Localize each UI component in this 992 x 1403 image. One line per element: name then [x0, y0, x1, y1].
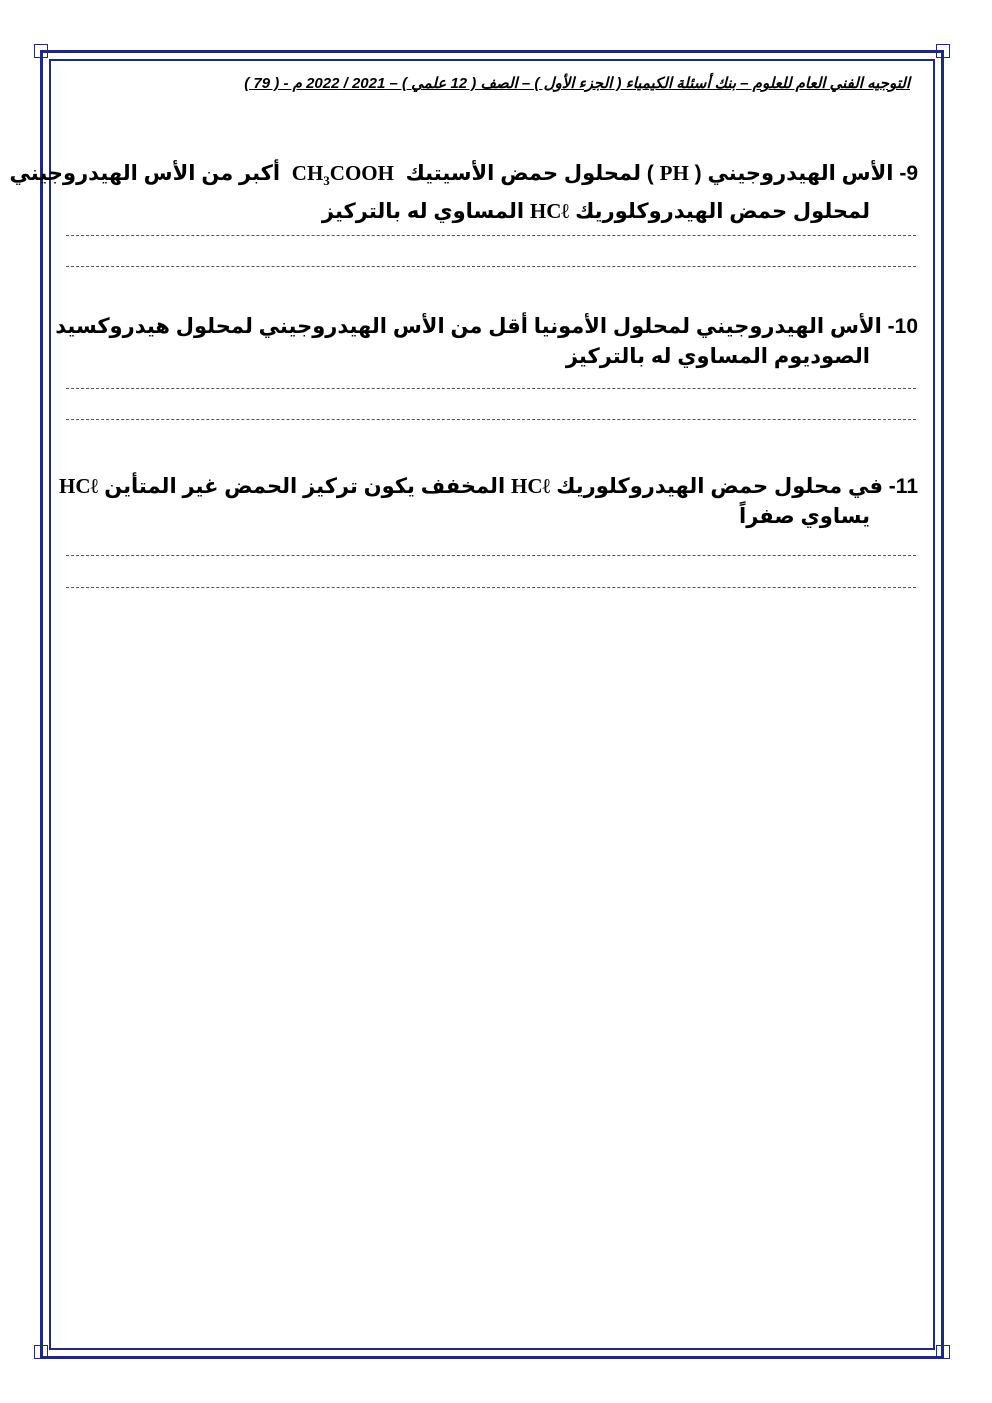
- question-9: [9, 158, 918, 227]
- corner-top-left: [34, 44, 48, 58]
- question-10-line-1: 10- الأس الهيدروجيني لمحلول الأمونيا أقل من الأس الهيدروجيني لمحلول هيدروكسيد: [55, 315, 918, 338]
- corner-bottom-right: [936, 1345, 950, 1359]
- question-number: 9-: [899, 162, 918, 185]
- corner-bottom-left: [34, 1345, 48, 1359]
- answer-line: [66, 555, 916, 556]
- question-number: 11-: [888, 475, 918, 498]
- hcl-formula: HCℓ: [511, 474, 551, 498]
- acetic-acid-formula: $CH_3COOH$: [291, 161, 394, 189]
- question-10-line-2: الصوديوم المساوي له بالتركيز: [565, 345, 870, 368]
- answer-line: [66, 388, 916, 389]
- answer-line: [66, 235, 916, 236]
- hcl-formula: HCℓ: [59, 474, 99, 498]
- question-number: 10-: [887, 315, 918, 338]
- hcl-formula: HCℓ: [529, 199, 570, 224]
- answer-line: [66, 587, 916, 588]
- answer-line: [66, 419, 916, 420]
- page-header: التوجيه الفني العام للعلوم – بنك أسئلة الكيمياء ( الجزء الأول ) – الصف ( 12 علمي ) – 2021 / 2022 م - ( 79 ): [244, 75, 910, 92]
- corner-top-right: [936, 44, 950, 58]
- question-11: [59, 471, 918, 532]
- question-9-line-1: 9- الأس الهيدروجيني ( PH ) لمحلول حمض الأسيتيك $CH_3COOH$ أكبر من الأس الهيدروجيني: [9, 161, 918, 189]
- question-10: [55, 312, 918, 372]
- question-11-line-1: 11- في محلول حمض الهيدروكلوريك HCℓ المخفف يكون تركيز الحمض غير المتأين HCℓ: [59, 474, 918, 498]
- question-11-line-2: يساوي صفراً: [739, 505, 870, 528]
- answer-line: [66, 266, 916, 267]
- question-9-line-2: لمحلول حمض الهيدروكلوريك HCℓ المساوي له بالتركيز: [321, 199, 870, 224]
- ph-symbol: PH: [659, 161, 689, 185]
- page-border-inner: [9, 59, 935, 1350]
